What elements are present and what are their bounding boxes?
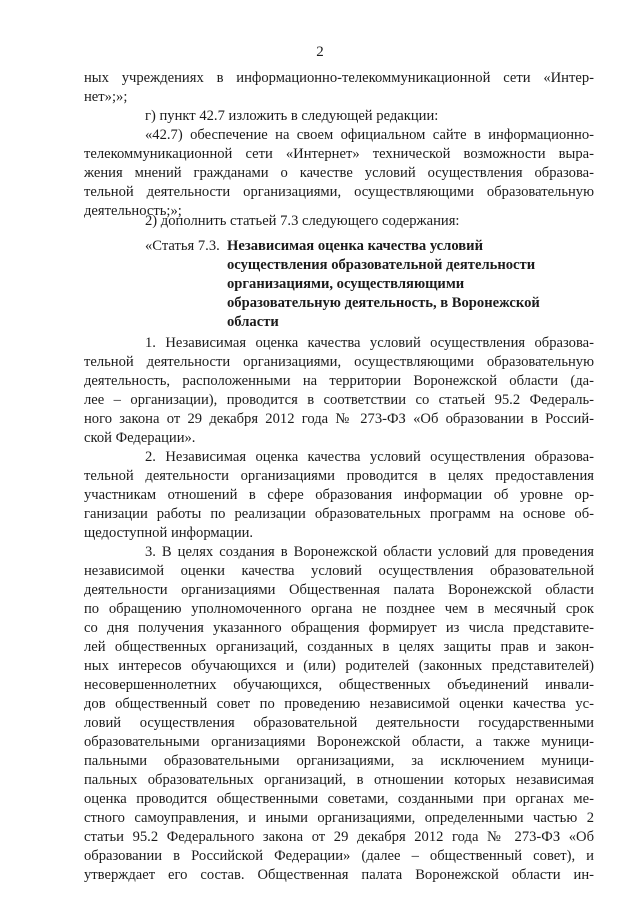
text-line: тельной деятельности организациями, осуществляющими образовательную — [84, 354, 594, 370]
text-line: г) пункт 42.7 изложить в следующей редакции: — [145, 108, 439, 124]
text-line: 2) дополнить статьей 7.3 следующего содержания: — [145, 213, 460, 229]
text-line: оценка проводится общественными советами, созданными при органах ме- — [84, 791, 594, 807]
text-line: тельной деятельности организациями проводится в целях предоставления — [84, 468, 594, 484]
article-heading-line: области — [227, 314, 279, 330]
text-line: независимой оценки качества условий осуществления образовательной — [84, 563, 594, 579]
text-line: ного закона от 29 декабря 2012 года № 273-ФЗ «Об образовании в Россий- — [84, 411, 594, 427]
text-line: несовершеннолетних обучающихся, общественных объединений инвали- — [84, 677, 594, 693]
text-line: пальных образовательных организаций, в отношении которых независимая — [84, 772, 594, 788]
article-heading-line: осуществления образовательной деятельности — [227, 257, 536, 273]
text-line: щедоступной информации. — [84, 525, 254, 541]
text-line: деятельности организациями Общественная палата Воронежской области — [84, 582, 594, 598]
text-line: жения мнений гражданами о качестве условий осуществления образова- — [84, 165, 594, 181]
text-line: нет»;»; — [84, 89, 128, 105]
text-line: «42.7) обеспечение на своем официальном сайте в информационно- — [145, 127, 594, 143]
text-line: по обращению уполномоченного органа не позднее чем в месячный срок — [84, 601, 594, 617]
article-label: «Статья 7.3. — [145, 238, 220, 254]
text-line: деятельность;»; — [84, 203, 182, 219]
text-line: 2. Независимая оценка качества условий осуществления образова- — [145, 449, 594, 465]
text-line: 3. В целях создания в Воронежской области условий для проведения — [145, 544, 594, 560]
text-line: статьи 95.2 Федерального закона от 29 декабря 2012 года № 273-ФЗ «Об — [84, 829, 594, 845]
text-line: деятельность, расположенными на территории Воронежской области (да- — [84, 373, 594, 389]
text-line: ганизации работы по реализации образовательных программ на основе об- — [84, 506, 594, 522]
text-line: ных интересов обучающихся и (или) родителей (законных представителей) — [84, 658, 594, 674]
article-heading-line: организациями, осуществляющими — [227, 276, 465, 292]
text-line: дов общественный совет по проведению независимой оценки качества ус- — [84, 696, 594, 712]
text-line: лее – организации), проводится в соответствии со статьей 95.2 Федераль- — [84, 392, 594, 408]
text-line: ных учреждениях в информационно-телекоммуникационной сети «Интер- — [84, 70, 594, 86]
text-line: образовании в Российской Федерации» (далее – общественный совет), и — [84, 848, 594, 864]
article-heading-line: образовательную деятельность, в Воронежской — [227, 295, 540, 311]
text-line: телекоммуникационной сети «Интернет» технической возможности выра- — [84, 146, 594, 162]
text-line: ловий осуществления образовательной деятельности государственными — [84, 715, 594, 731]
text-line: образовательными организациями Воронежской области, а также муници- — [84, 734, 594, 750]
article-heading-line: Независимая оценка качества условий — [227, 238, 483, 254]
text-line: лей общественных организаций, созданных в целях защиты прав и закон- — [84, 639, 594, 655]
text-line: пальными образовательными организациями, за исключением муници- — [84, 753, 594, 769]
text-line: 1. Независимая оценка качества условий осуществления образова- — [145, 335, 594, 351]
text-line: тельной деятельности организациями, осуществляющими образовательную — [84, 184, 594, 200]
text-line: участникам отношений в сфере образования информации об уровне ор- — [84, 487, 594, 503]
text-line: ской Федерации». — [84, 430, 196, 446]
page-number: 2 — [316, 44, 324, 60]
text-line: со дня получения указанного обращения формирует из числа представите- — [84, 620, 594, 636]
text-line: утверждает его состав. Общественная палата Воронежской области ин- — [84, 867, 594, 883]
text-line: стного самоуправления, и иными организациями, определенными частью 2 — [84, 810, 594, 826]
